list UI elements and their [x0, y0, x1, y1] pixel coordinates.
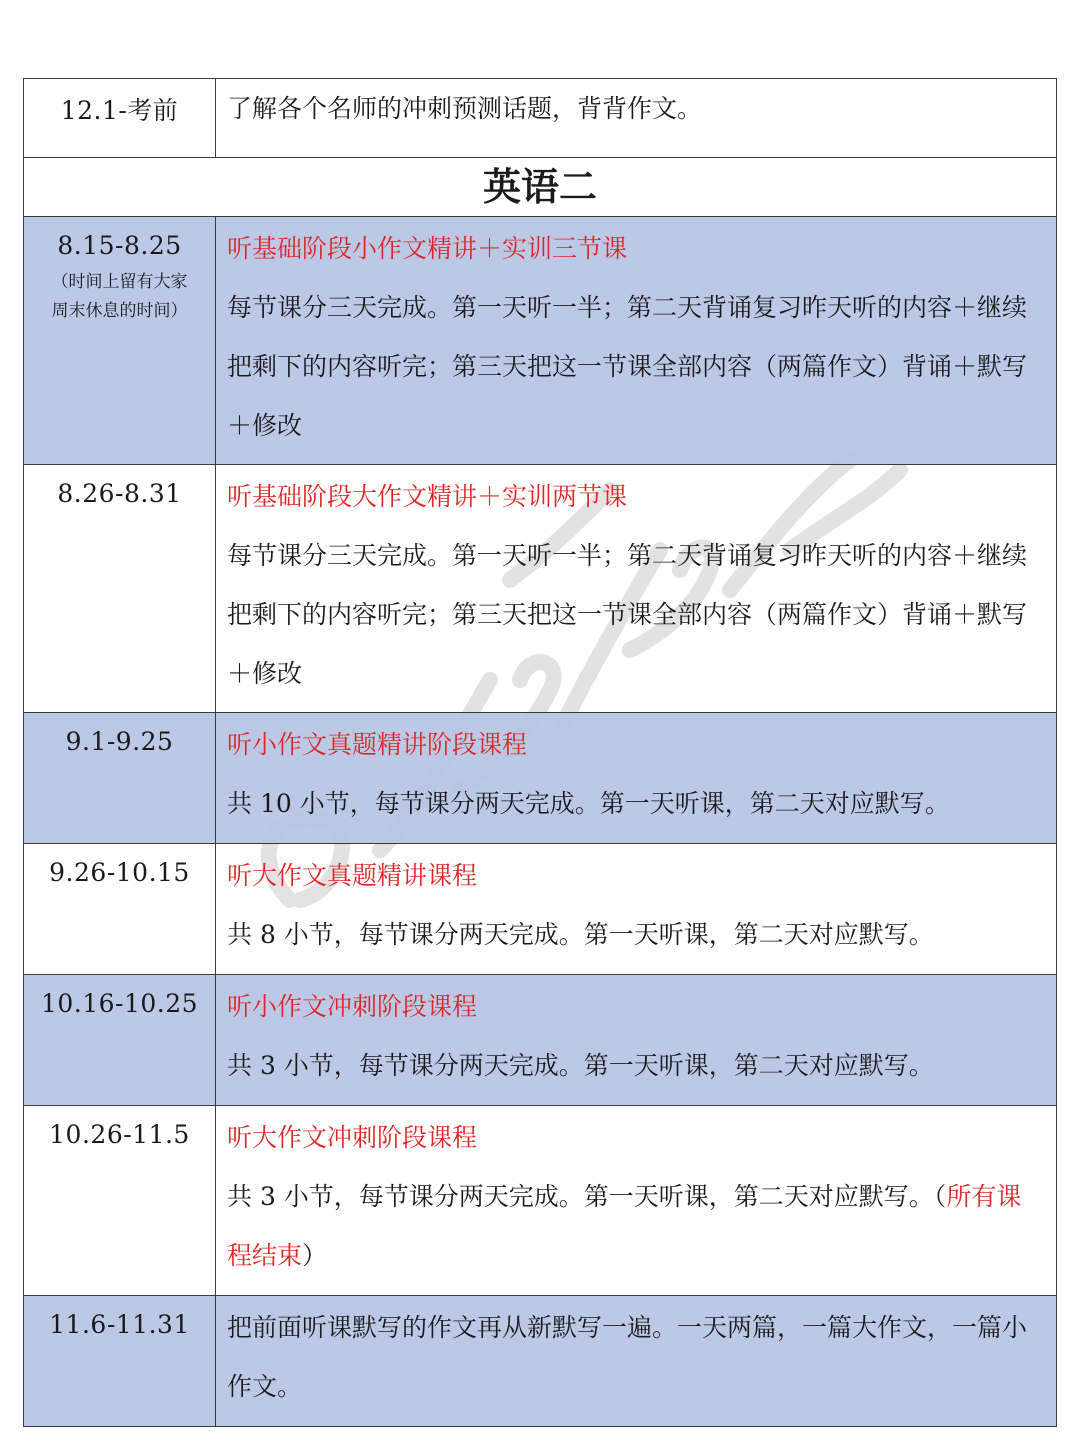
date-cell: [24, 1296, 216, 1427]
date-cell: [24, 79, 216, 158]
table-row: [24, 844, 1057, 975]
content-cell: [216, 1296, 1057, 1427]
date-cell: [24, 844, 216, 975]
task-detail-highlight: 所有课程结束: [227, 1182, 1022, 1270]
task-title: 听小作文真题精讲阶段课程: [227, 730, 528, 759]
task-detail: 每节课分三天完成。第一天听一半；第二天背诵复习昨天听的内容＋继续把剩下的内容听完；第三天把这一节课全部内容（两篇作文）背诵＋默写＋修改: [227, 293, 1028, 440]
section-header-row: [24, 158, 1057, 217]
content-cell: [216, 1106, 1057, 1296]
task-detail: 共 3 小节，每节课分两天完成。第一天听课，第二天对应默写。: [227, 1051, 934, 1080]
date-range: 10.16-10.25: [40, 989, 199, 1018]
content-cell: [216, 844, 1057, 975]
task-detail: 把前面听课默写的作文再从新默写一遍。一天两篇，一篇大作文，一篇小作文。: [227, 1313, 1028, 1401]
date-cell: [24, 1106, 216, 1296]
task-detail: 共 8 小节，每节课分两天完成。第一天听课，第二天对应默写。: [227, 920, 934, 949]
task-title: 听大作文冲刺阶段课程: [227, 1123, 478, 1152]
date-cell: [24, 217, 216, 465]
task-title: 听小作文冲刺阶段课程: [227, 992, 478, 1021]
table-row: [24, 1296, 1057, 1427]
task-title: 听大作文真题精讲课程: [227, 861, 478, 890]
task-detail-end: ）: [302, 1241, 328, 1270]
content-cell: [216, 79, 1057, 158]
task-title: 听基础阶段小作文精讲＋实训三节课: [227, 234, 628, 263]
date-range: 9.26-10.15: [49, 858, 190, 887]
table-row: [24, 713, 1057, 844]
content-cell: [216, 465, 1057, 713]
date-cell: [24, 465, 216, 713]
study-plan-table: [23, 78, 1057, 1427]
date-cell: [24, 713, 216, 844]
section-title: 英语二: [24, 158, 1057, 217]
table-row: [24, 1106, 1057, 1296]
task-detail: 共 3 小节，每节课分两天完成。第一天听课，第二天对应默写。（: [227, 1182, 947, 1211]
table-row: [24, 217, 1057, 465]
content-cell: [216, 217, 1057, 465]
date-cell: [24, 975, 216, 1106]
date-range: 10.26-11.5: [49, 1120, 190, 1149]
date-range: 11.6-11.31: [49, 1310, 190, 1339]
content-cell: [216, 713, 1057, 844]
task-detail: 共 10 小节，每节课分两天完成。第一天听课，第二天对应默写。: [227, 789, 950, 818]
date-note: [24, 268, 215, 326]
table-row: [24, 465, 1057, 713]
task-detail: 了解各个名师的冲刺预测话题，背背作文。: [227, 94, 703, 123]
date-range: 8.15-8.25: [57, 231, 182, 260]
content-cell: [216, 975, 1057, 1106]
date-note-line: （时间上留有大家: [51, 272, 188, 292]
table-row: [24, 79, 1057, 158]
date-range: 12.1-考前: [60, 96, 179, 125]
task-title: 听基础阶段大作文精讲＋实训两节课: [227, 482, 628, 511]
date-range: 8.26-8.31: [57, 479, 182, 508]
date-range: 9.1-9.25: [65, 727, 174, 756]
date-note-line: 周末休息的时间）: [51, 301, 188, 321]
table-row: [24, 975, 1057, 1106]
task-detail: 每节课分三天完成。第一天听一半；第二天背诵复习昨天听的内容＋继续把剩下的内容听完；第三天把这一节课全部内容（两篇作文）背诵＋默写＋修改: [227, 541, 1028, 688]
